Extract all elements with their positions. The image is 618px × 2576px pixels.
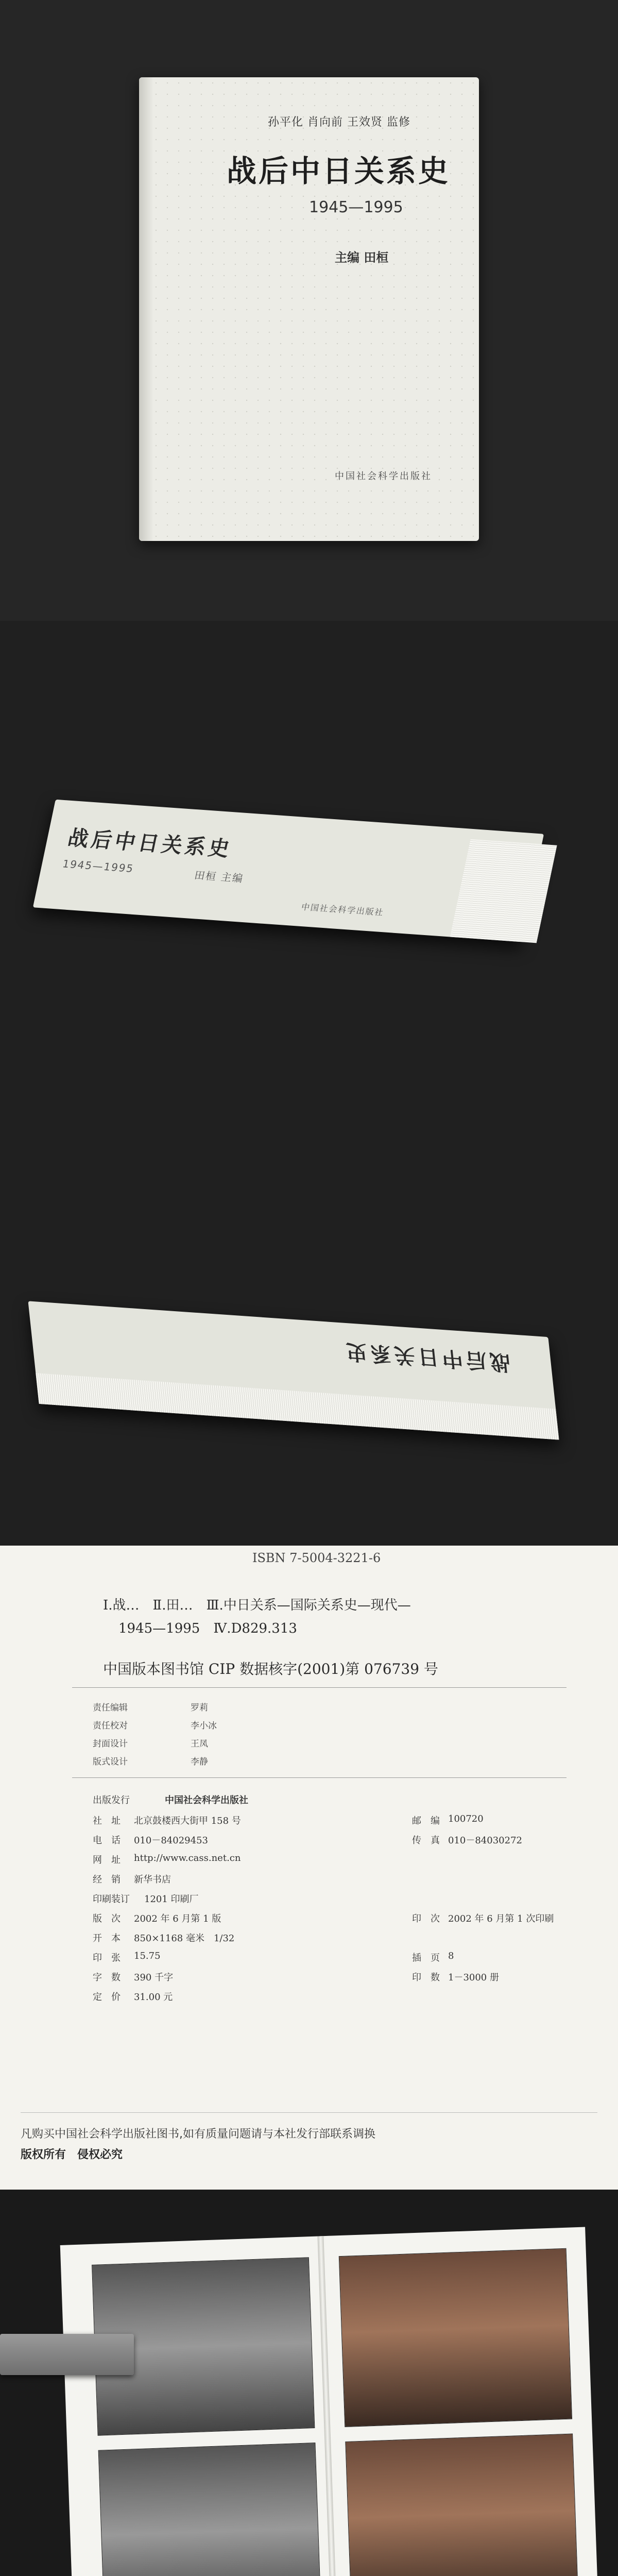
staff-value: 王凤 — [191, 1739, 208, 1749]
info-label: 版 次 — [93, 1913, 121, 1924]
info-value: 15.75 — [134, 1951, 161, 1961]
rights-reserved: 版权所有 侵权必究 — [21, 2148, 123, 2161]
info-value: 850×1168 毫米 1/32 — [134, 1933, 235, 1944]
divider — [72, 1687, 566, 1688]
info-value: 1201 印刷厂 — [144, 1894, 199, 1905]
cover-edge — [139, 77, 153, 541]
info-value: 北京鼓楼西大街甲 158 号 — [134, 1816, 241, 1826]
info-value: 31.00 元 — [134, 1992, 173, 2003]
cip-page — [21, 1546, 597, 2190]
spine-years: 1945—1995 — [61, 857, 135, 875]
info-label: 印 次 — [412, 1913, 440, 1924]
info-label: 电 话 — [93, 1835, 121, 1846]
staff-label: 版式设计 — [93, 1757, 128, 1767]
spine-title-flipped: 战后中日关系史 — [341, 1339, 512, 1375]
info-label: 印 数 — [412, 1972, 440, 1983]
divider — [21, 2112, 597, 2113]
plate-photo — [98, 2443, 321, 2576]
spine-title: 战后中日关系史 — [65, 826, 235, 861]
info-value: 8 — [448, 1951, 454, 1961]
info-label: 开 本 — [93, 1933, 121, 1944]
divider — [72, 1777, 566, 1778]
cover-publisher: 中国社会科学出版社 — [335, 471, 432, 482]
cip-subject-line-2: 1945—1995 Ⅳ.D829.313 — [118, 1621, 297, 1636]
cover-years: 1945—1995 — [309, 198, 403, 216]
book-pages-edge — [450, 839, 557, 943]
front-cover-photo — [0, 0, 618, 621]
cover-title: 战后中日关系史 — [227, 154, 451, 189]
spine-editor: 田桓 主编 — [193, 869, 245, 885]
info-value: 010－84029453 — [134, 1835, 208, 1846]
info-label: 印刷装订 — [93, 1894, 130, 1905]
info-label: 字 数 — [93, 1972, 121, 1983]
staff-label: 封面设计 — [93, 1739, 128, 1749]
quality-notice: 凡购买中国社会科学出版社图书,如有质量问题请与本社发行部联系调换 — [21, 2128, 375, 2141]
copyright-page-photo — [0, 1546, 618, 2190]
info-label: 社 址 — [93, 1816, 121, 1826]
cover-authors: 孙平化 肖向前 王效贤 监修 — [268, 116, 410, 129]
info-value: 新华书店 — [134, 1874, 171, 1885]
info-label: 传 真 — [412, 1835, 440, 1846]
cip-number: 中国版本图书馆 CIP 数据核字(2001)第 076739 号 — [103, 1660, 438, 1677]
book-spine-view — [33, 800, 544, 942]
info-label: 印 张 — [93, 1953, 121, 1963]
photo-plates-photo — [0, 2190, 618, 2576]
info-label: 定 价 — [93, 1992, 121, 2003]
info-value: 100720 — [448, 1814, 484, 1824]
plate-photo — [345, 2434, 578, 2576]
cover-editor: 主编 田桓 — [335, 250, 389, 265]
staff-value: 李小冰 — [191, 1721, 217, 1731]
info-label: 插 页 — [412, 1953, 440, 1963]
book-pages-edge — [36, 1373, 559, 1440]
publisher-label: 出版发行 — [93, 1795, 130, 1806]
info-value: 1－3000 册 — [448, 1972, 499, 1983]
publisher-name: 中国社会科学出版社 — [165, 1795, 248, 1806]
info-label: 经 销 — [93, 1874, 121, 1885]
plate-photo — [339, 2248, 572, 2427]
info-value: 010－84030272 — [448, 1835, 522, 1846]
info-label: 网 址 — [93, 1855, 121, 1866]
book-spine-view-flipped — [28, 1301, 559, 1439]
staff-value: 李静 — [191, 1757, 208, 1767]
info-label: 邮 编 — [412, 1816, 440, 1826]
cip-isbn: ISBN 7-5004-3221-6 — [252, 1551, 381, 1565]
cip-subject-line-1: Ⅰ.战… Ⅱ.田… Ⅲ.中日关系—国际关系史—现代— — [103, 1598, 411, 1613]
spine-publisher: 中国社会科学出版社 — [300, 902, 385, 918]
book-front-cover — [139, 77, 479, 541]
info-value: 2002 年 6 月第 1 次印刷 — [448, 1913, 554, 1924]
staff-label: 责任校对 — [93, 1721, 128, 1731]
open-book-photo-spread — [60, 2227, 599, 2576]
page-clamp — [0, 2334, 134, 2375]
spine-photo-2 — [0, 1082, 618, 1546]
staff-label: 责任编辑 — [93, 1703, 128, 1713]
book-gutter — [317, 2236, 337, 2576]
info-value: 390 千字 — [134, 1972, 174, 1983]
staff-value: 罗莉 — [191, 1703, 208, 1713]
info-value: http://www.cass.net.cn — [134, 1853, 241, 1863]
spine-photo-1 — [0, 621, 618, 1082]
info-value: 2002 年 6 月第 1 版 — [134, 1913, 221, 1924]
